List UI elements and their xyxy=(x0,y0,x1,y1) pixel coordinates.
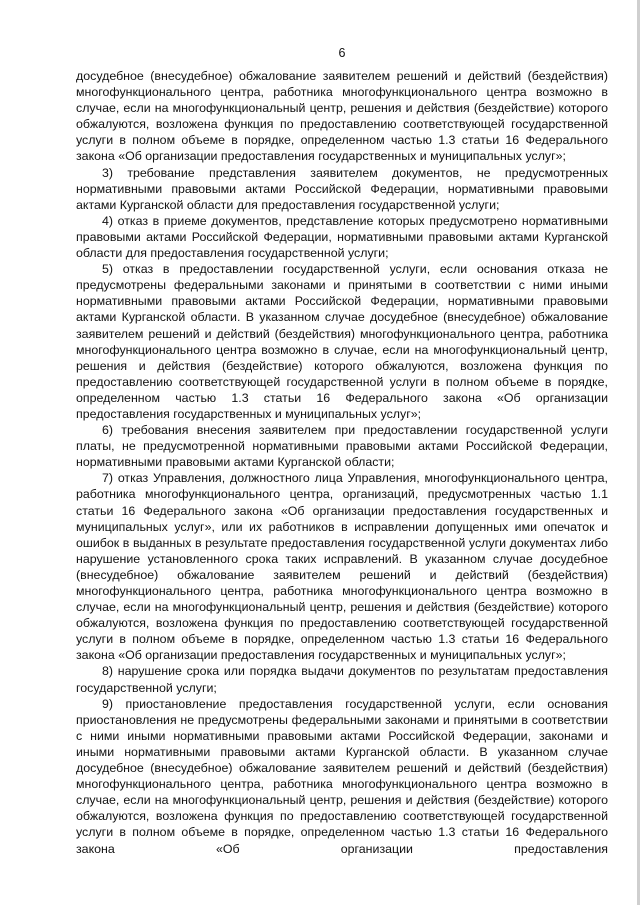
document-body xyxy=(76,68,608,857)
paragraph-item-6: 6) требования внесения заявителем при предоставлении государственной услуги платы, не предусмотренной нормативными правовыми актами Российской Федерации, нормативными правовыми актами Курганской области; xyxy=(76,423,608,470)
paragraph-item-5: 5) отказ в предоставлении государственной услуги, если основания отказа не предусмотрены федеральными законами и принятыми в соответствии с ними иными нормативными правовыми актами Российской Федерации, нормативными правовыми актами Курганской области. В указанном случае досудебное (внесудебное) обжалование заявителем решений и действий (бездействия) многофункционального центра, работника многофункционального центра возможно в случае, если на многофункциональный центр, решения и действия (бездействие) которого обжалуются, возложена функция по предоставлению соответствующей государственной услуги в полном объеме в порядке, определенном частью 1.3 статьи 16 Федерального закона «Об организации предоставления государственных и муниципальных услуг»; xyxy=(76,262,608,421)
paragraph-item-9: 9) приостановление предоставления государственной услуги, если основания приостановления не предусмотрены федеральными законами и принятыми в соответствии с ними иными нормативными правовыми актами Российской Федерации, законами и иными нормативными правовыми актами Курганской области. В указанном случае досудебное (внесудебное) обжалование заявителем решений и действий (бездействия) многофункционального центра, работника многофункционального центра возможно в случае, если на многофункциональный центр, решения и действия (бездействие) которого обжалуются, возложена функция по предоставлению соответствующей государственной услуги в полном объеме в порядке, определенном частью 1.3 статьи 16 Федерального закона «Об организации предоставления xyxy=(76,696,608,856)
paragraph-item-3: 3) требование представления заявителем документов, не предусмотренных нормативными правовыми актами Российской Федерации, нормативными правовыми актами Курганской области для предоставления государственной услуги; xyxy=(76,165,608,212)
paragraph-continuation: досудебное (внесудебное) обжалование заявителем решений и действий (бездействия) многофункционального центра, работника многофункционального центра возможно в случае, если на многофункциональный центр, решения и действия (бездействие) которого обжалуются, возложена функция по предоставлению соответствующей государственной услуги в полном объеме в порядке, определенном частью 1.3 статьи 16 Федерального закона «Об организации предоставления государственных и муниципальных услуг»; xyxy=(76,69,608,164)
paragraph-item-7: 7) отказ Управления, должностного лица Управления, многофункционального центра, работника многофункционального центра, организаций, предусмотренных частью 1.1 статьи 16 Федерального закона «Об организации предоставления государственных и муниципальных услуг», или их работников в исправлении допущенных ими опечаток и ошибок в выданных в результате предоставления государственной услуги документах либо нарушение установленного срока таких исправлений. В указанном случае досудебное (внесудебное) обжалование заявителем решений и действий (бездействия) многофункционального центра, работника многофункционального центра возможно в случае, если на многофункциональный центр, решения и действия (бездействие) которого обжалуются, возложена функция по предоставлению соответствующей государственной услуги в полном объеме в порядке, определенном частью 1.3 статьи 16 Федерального закона «Об организации предоставления государственных и муниципальных услуг»; xyxy=(76,471,608,663)
page-number: 6 xyxy=(338,46,346,60)
paragraph-item-4: 4) отказ в приеме документов, представление которых предусмотрено нормативными правовыми актами Российской Федерации, нормативными правовыми актами Курганской области для предоставления государственной услуги; xyxy=(76,213,608,261)
paragraph-item-8: 8) нарушение срока или порядка выдачи документов по результатам предоставления государственной услуги; xyxy=(76,664,608,695)
